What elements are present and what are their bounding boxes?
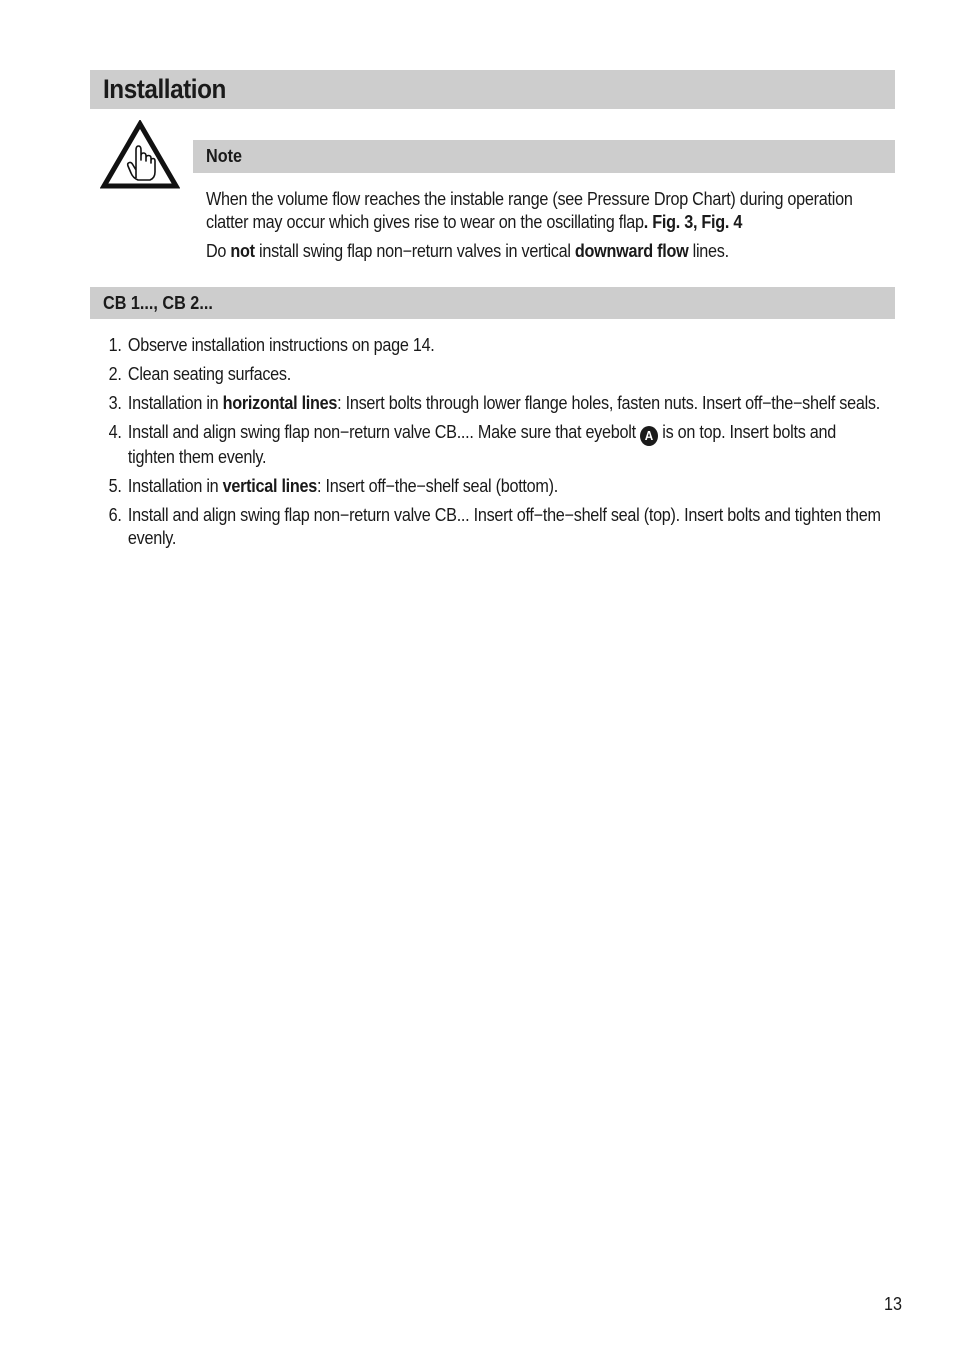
step-item-4 [100, 421, 883, 469]
step-emphasis: vertical lines [222, 476, 318, 496]
step-item-5 [100, 475, 883, 498]
step-text-pre: Installation in [127, 393, 223, 413]
title-band [90, 70, 895, 109]
note-emphasis-not: not [230, 241, 255, 261]
note-paragraph-2 [206, 240, 890, 263]
note-paragraph-2-mid: install swing flap non−return valves in vertical [254, 241, 575, 261]
step-emphasis: horizontal lines [222, 393, 338, 413]
step-number: 3. [108, 393, 122, 413]
section-title: CB 1..., CB 2... [103, 292, 213, 313]
step-text: Clean seating surfaces. [127, 364, 291, 384]
note-body [206, 188, 890, 263]
step-text: Install and align swing flap non−return valve CB... Insert off−the−shelf seal (top). Insert bolts and tighten them evenly. [127, 505, 881, 548]
step-number: 2. [108, 364, 122, 384]
note-paragraph-1-text: When the volume flow reaches the instable range (see Pressure Drop Chart) during operation clatter may occur which gives rise to wear on the oscillating flap [206, 189, 853, 232]
section-band [90, 287, 895, 319]
step-list [100, 334, 883, 556]
note-band [193, 140, 895, 173]
step-text-pre: Install and align swing flap non−return valve CB.... Make sure that eyebolt [127, 422, 641, 442]
step-text-post: : Insert off−the−shelf seal (bottom). [317, 476, 558, 496]
step-number: 4. [108, 422, 122, 442]
step-item-2 [100, 363, 883, 386]
step-item-3 [100, 392, 883, 415]
step-text-post: : Insert bolts through lower flange holes, fasten nuts. Insert off−the−shelf seals. [337, 393, 880, 413]
eyebolt-marker-icon: A [640, 426, 658, 446]
step-number: 6. [108, 505, 122, 525]
note-paragraph-1 [206, 188, 890, 234]
step-item-1 [100, 334, 883, 357]
note-label: Note [206, 146, 242, 166]
step-text: Observe installation instructions on page 14. [127, 335, 435, 355]
page-number: 13 [883, 1294, 902, 1314]
note-emphasis-downward-flow: downward flow [574, 241, 689, 261]
page-title: Installation [103, 74, 226, 104]
note-paragraph-2-post: lines. [688, 241, 729, 261]
note-figure-reference: . Fig. 3, Fig. 4 [643, 212, 743, 232]
step-number: 5. [108, 476, 122, 496]
step-item-6 [100, 504, 883, 550]
step-number: 1. [108, 335, 122, 355]
note-paragraph-2-pre: Do [206, 241, 231, 261]
step-text-pre: Installation in [127, 476, 223, 496]
step-text-post: is on top. Insert bolts and tighten them evenly. [127, 422, 836, 467]
warning-hand-icon [100, 120, 180, 190]
